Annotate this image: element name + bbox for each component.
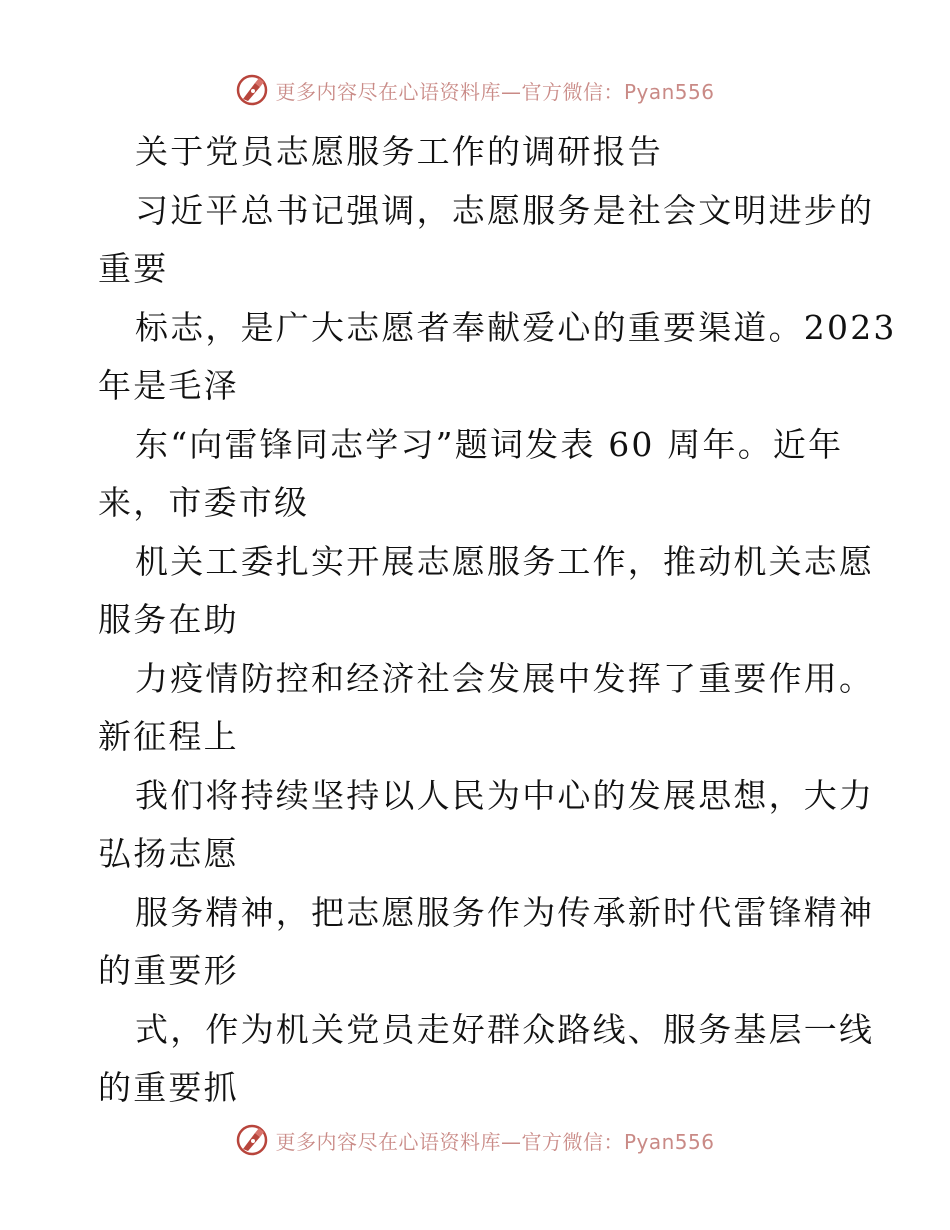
text-line: 我们将持续坚持以人民为中心的发展思想，大力 <box>135 775 875 815</box>
document-body <box>98 123 897 1118</box>
text-line: 重要 <box>98 249 169 288</box>
text-line: 关于党员志愿服务工作的调研报告 <box>135 132 663 171</box>
text-line: 习近平总书记强调，志愿服务是社会文明进步的 <box>135 190 875 230</box>
text-line: 的重要形 <box>98 951 239 990</box>
watermark-text: 更多内容尽在心语资料库—官方微信：Pyan556 <box>275 1129 715 1154</box>
watermark-header <box>0 70 950 110</box>
text-line: 新征程上 <box>98 717 239 756</box>
watermark-footer <box>0 1120 950 1160</box>
text-line: 年是毛泽 <box>98 366 239 405</box>
text-line: 力疫情防控和经济社会发展中发挥了重要作用。 <box>135 658 875 698</box>
text-line: 服务在助 <box>98 600 239 639</box>
text-line: 来，市委市级 <box>98 483 310 522</box>
text-line: 机关工委扎实开展志愿服务工作，推动机关志愿 <box>135 541 875 581</box>
text-line: 东“向雷锋同志学习”题词发表 60 周年。近年 <box>135 424 844 464</box>
watermark-text: 更多内容尽在心语资料库—官方微信：Pyan556 <box>275 79 715 104</box>
text-line: 服务精神，把志愿服务作为传承新时代雷锋精神 <box>135 892 875 932</box>
text-line: 的重要抓 <box>98 1068 239 1107</box>
text-line: 标志，是广大志愿者奉献爱心的重要渠道。2023 <box>135 307 897 347</box>
pen-nib-logo-icon <box>235 1123 269 1157</box>
text-line: 式，作为机关党员走好群众路线、服务基层一线 <box>135 1009 875 1049</box>
pen-nib-logo-icon <box>235 73 269 107</box>
text-line: 弘扬志愿 <box>98 834 239 873</box>
